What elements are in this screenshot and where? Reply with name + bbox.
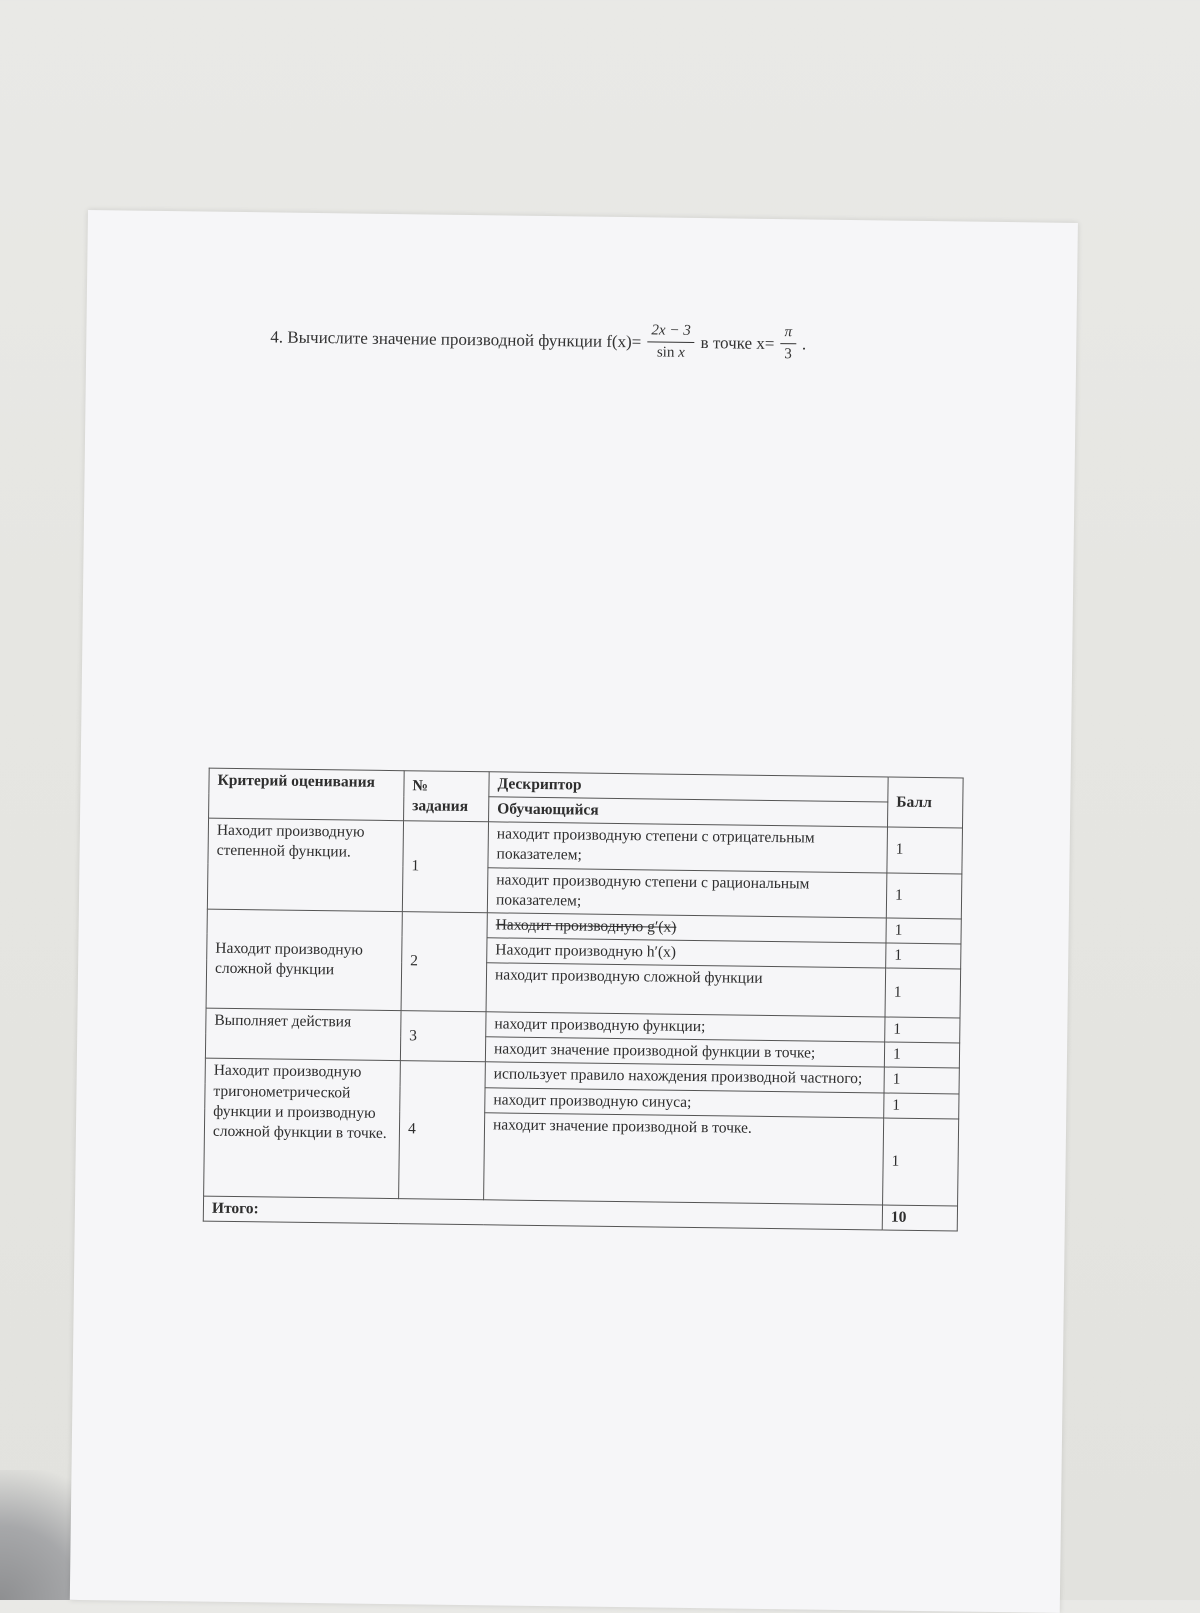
- paper-sheet: [70, 210, 1078, 1613]
- score-cell: 1: [886, 943, 961, 969]
- descriptor-cell: находит производную степени с отрицательным показателем;: [488, 822, 888, 873]
- criterion-cell: Находит производную степенной функции.: [207, 818, 403, 911]
- fraction-denominator: [657, 342, 685, 361]
- descriptor-cell: находит производную степени с рациональным показателем;: [487, 867, 887, 918]
- descriptor-cell: Находит производную h′(x): [487, 938, 886, 968]
- header-score: Балл: [887, 777, 963, 828]
- header-descriptor: Дескриптор: [489, 772, 888, 802]
- fraction-numerator: 2x − 3: [647, 322, 695, 343]
- descriptor-cell: находит значение производной функции в точке;: [485, 1037, 884, 1067]
- denominator-function: sin: [656, 344, 675, 361]
- point-fraction: [780, 324, 796, 363]
- descriptor-cell: использует правило нахождения производной частного;: [485, 1062, 884, 1092]
- table-row: [208, 818, 963, 873]
- point-denominator: 3: [784, 346, 792, 363]
- task-number-cell: 1: [402, 821, 488, 913]
- task-middle: в точке x=: [700, 332, 775, 353]
- task-number-cell: 3: [400, 1011, 486, 1062]
- task-suffix: .: [801, 333, 807, 353]
- criterion-cell: Выполняет действия: [205, 1008, 401, 1061]
- descriptor-cell: находит значение производной в точке.: [484, 1112, 884, 1204]
- score-cell: 1: [885, 968, 961, 1018]
- score-cell: 1: [883, 1118, 959, 1206]
- score-cell: 1: [884, 1067, 959, 1093]
- total-label: Итого:: [203, 1196, 882, 1230]
- criterion-cell: Находит производную сложной функции: [206, 909, 402, 1011]
- descriptor-cell: находит производную функции;: [486, 1012, 885, 1042]
- descriptor-cell: находит производную сложной функции: [486, 963, 886, 1017]
- task-number-cell: 2: [401, 912, 487, 1012]
- point-numerator: π: [780, 324, 796, 344]
- header-criterion: Критерий оценивания: [209, 768, 405, 821]
- task-4-statement: [270, 317, 806, 363]
- descriptor-cell: Находит производную g′(x): [487, 913, 886, 943]
- header-student: Обучающийся: [489, 797, 888, 827]
- descriptor-cell: находит производную синуса;: [485, 1087, 884, 1117]
- criterion-cell: Находит производную тригонометрической функции и производную сложной функции в точке.: [204, 1059, 401, 1199]
- header-task-number: № задания: [404, 771, 490, 822]
- task-prefix: 4. Вычислите значение производной функции f(x)=: [270, 326, 642, 351]
- score-cell: 1: [886, 873, 962, 919]
- score-cell: 1: [885, 1017, 960, 1043]
- function-fraction: [647, 322, 695, 362]
- score-cell: 1: [886, 918, 961, 944]
- assessment-table: [203, 768, 964, 1232]
- denominator-variable: x: [678, 344, 685, 361]
- score-cell: 1: [884, 1042, 959, 1068]
- total-score: 10: [882, 1205, 957, 1231]
- task-number-cell: 4: [399, 1061, 486, 1199]
- score-cell: 1: [887, 827, 963, 873]
- score-cell: 1: [884, 1093, 959, 1119]
